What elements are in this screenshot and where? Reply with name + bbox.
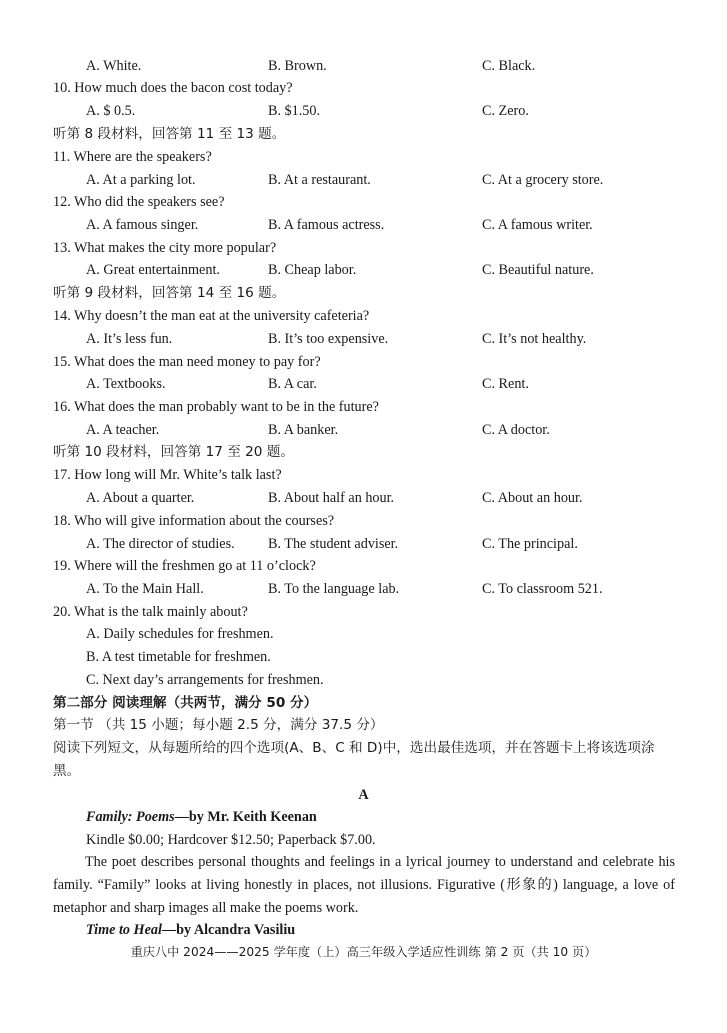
q12-stem: 12. Who did the speakers see?: [53, 194, 225, 210]
book-1-description: The poet describes personal thoughts and feelings in a lyrical journey to understand and celebrate his family. “Family” looks at living honestly in places, not illusions. Figurative (形象的) language, a love of metaphor and sharp images all make the poems work.: [53, 854, 675, 916]
book-1-title: Family: Poems: [86, 809, 175, 825]
q13-stem: 13. What makes the city more popular?: [53, 240, 277, 256]
q16-option-c: C. A doctor.: [482, 422, 550, 438]
q12-option-c: C. A famous writer.: [482, 217, 593, 233]
q14-option-c: C. It’s not healthy.: [482, 331, 587, 347]
q17-option-a: A. About a quarter.: [86, 490, 195, 506]
q15-stem: 15. What does the man need money to pay for?: [53, 354, 321, 370]
section-1-title: 第一节 （共 15 小题；每小题 2.5 分，满分 37.5 分）: [53, 717, 384, 733]
reading-instruction: 阅读下列短文，从每题所给的四个选项(A、B、C 和 D)中，选出最佳选项，并在答题卡上将该选项涂黑。: [53, 740, 655, 779]
q18-option-b: B. The student adviser.: [268, 536, 399, 552]
q18-option-a: A. The director of studies.: [86, 536, 235, 552]
q16-stem: 16. What does the man probably want to be in the future?: [53, 399, 379, 415]
q20-option-b: B. A test timetable for freshmen.: [86, 649, 271, 665]
q11-option-c: C. At a grocery store.: [482, 172, 604, 188]
q17-option-c: C. About an hour.: [482, 490, 583, 506]
q14-option-a: A. It’s less fun.: [86, 331, 173, 347]
book-2-author: —by Alcandra Vasiliu: [161, 922, 296, 938]
q9-option-b: B. Brown.: [268, 58, 327, 74]
q12-option-a: A. A famous singer.: [86, 217, 199, 233]
q16-option-b: B. A banker.: [268, 422, 339, 438]
q10-option-a: A. $ 0.5.: [86, 103, 136, 119]
section-10-instruction: 听第 10 段材料，回答第 17 至 20 题。: [53, 444, 294, 460]
q9-option-c: C. Black.: [482, 58, 536, 74]
q19-option-c: C. To classroom 521.: [482, 581, 603, 597]
passage-label: A: [358, 787, 369, 803]
q9-option-a: A. White.: [86, 58, 142, 74]
q15-option-c: C. Rent.: [482, 376, 529, 392]
q17-option-b: B. About half an hour.: [268, 490, 395, 506]
q11-stem: 11. Where are the speakers?: [53, 149, 212, 165]
book-1-heading: [86, 806, 317, 828]
q15-option-a: A. Textbooks.: [86, 376, 166, 392]
page-footer: 重庆八中 2024——2025 学年度（上）高三年级入学适应性训练 第 2 页（共 10 页）: [130, 945, 597, 959]
q10-stem: 10. How much does the bacon cost today?: [53, 80, 293, 96]
q19-stem: 19. Where will the freshmen go at 11 o’clock?: [53, 558, 316, 574]
q11-option-a: A. At a parking lot.: [86, 172, 196, 188]
q15-option-b: B. A car.: [268, 376, 317, 392]
section-9-instruction: 听第 9 段材料，回答第 14 至 16 题。: [53, 285, 286, 301]
q19-option-a: A. To the Main Hall.: [86, 581, 204, 597]
q10-option-b: B. $1.50.: [268, 103, 321, 119]
q13-option-a: A. Great entertainment.: [86, 262, 220, 278]
q12-option-b: B. A famous actress.: [268, 217, 385, 233]
section-8-instruction: 听第 8 段材料，回答第 11 至 13 题。: [53, 126, 286, 142]
book-1-prices: Kindle $0.00; Hardcover $12.50; Paperback $7.00.: [86, 832, 376, 848]
q20-option-c: C. Next day’s arrangements for freshmen.: [86, 672, 324, 688]
q19-option-b: B. To the language lab.: [268, 581, 400, 597]
q17-stem: 17. How long will Mr. White’s talk last?: [53, 467, 282, 483]
q20-option-a: A. Daily schedules for freshmen.: [86, 626, 274, 642]
q20-stem: 20. What is the talk mainly about?: [53, 604, 248, 620]
q14-option-b: B. It’s too expensive.: [268, 331, 389, 347]
q10-option-c: C. Zero.: [482, 103, 529, 119]
q18-option-c: C. The principal.: [482, 536, 578, 552]
q13-option-c: C. Beautiful nature.: [482, 262, 594, 278]
part-2-title: 第二部分 阅读理解（共两节，满分 50 分）: [53, 695, 318, 711]
q16-option-a: A. A teacher.: [86, 422, 160, 438]
book-2-heading: [86, 919, 295, 941]
book-2-title: Time to Heal: [86, 922, 162, 938]
q18-stem: 18. Who will give information about the courses?: [53, 513, 335, 529]
q13-option-b: B. Cheap labor.: [268, 262, 357, 278]
q11-option-b: B. At a restaurant.: [268, 172, 371, 188]
q14-stem: 14. Why doesn’t the man eat at the university cafeteria?: [53, 308, 370, 324]
book-1-author: —by Mr. Keith Keenan: [174, 809, 317, 825]
